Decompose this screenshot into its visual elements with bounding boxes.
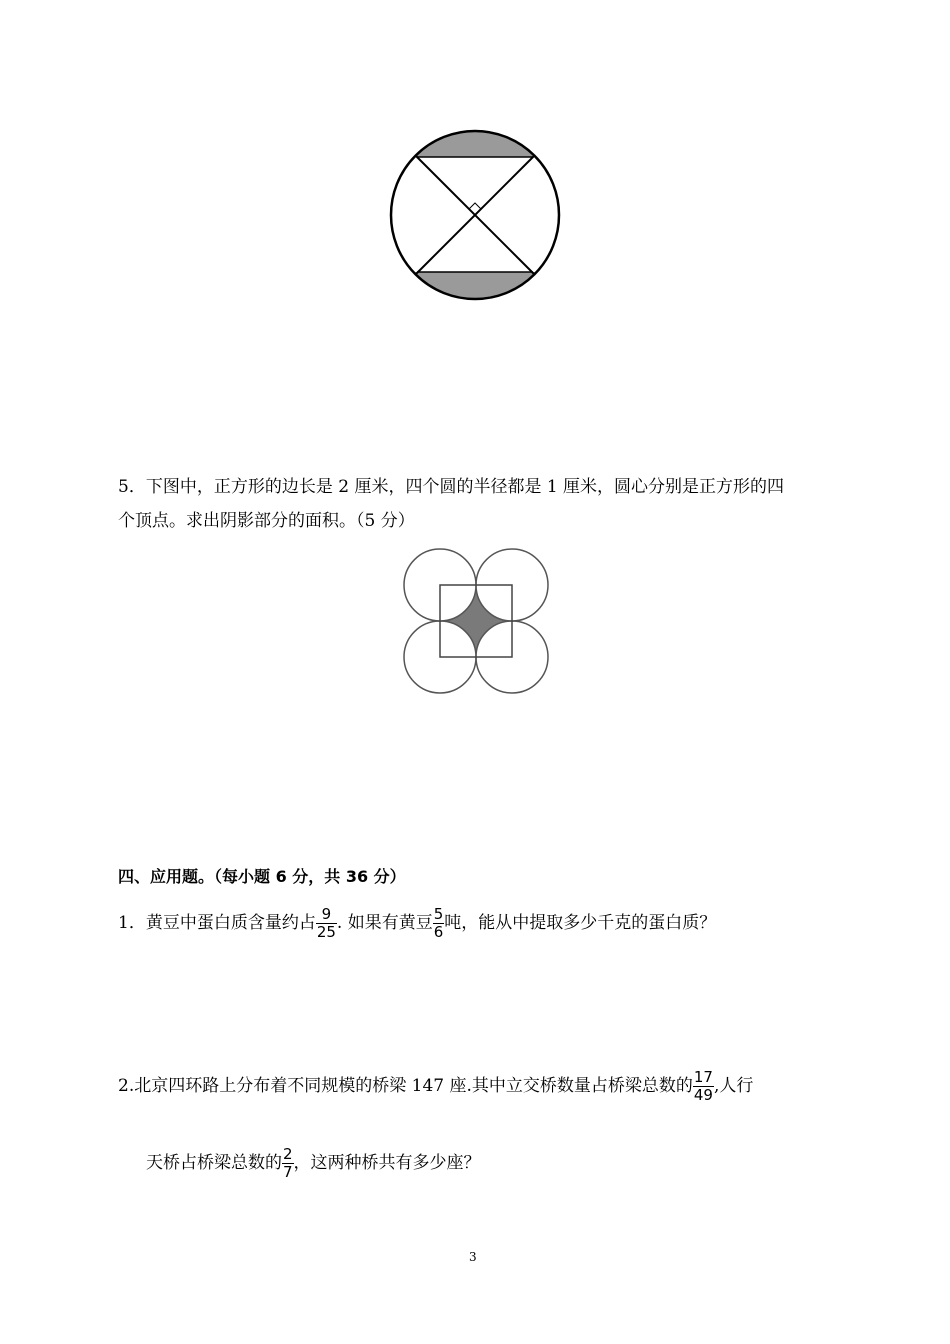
app-question-1 <box>118 903 716 943</box>
app2-line2-suffix: ，这两种桥共有多少座？ <box>293 1153 481 1173</box>
fraction-17-49 <box>693 1069 714 1104</box>
four-circles-square-figure <box>398 543 554 699</box>
app-question-2-line-1 <box>118 1066 753 1106</box>
app1-middle: . 如果有黄豆 <box>336 913 433 933</box>
shaded-segment-top <box>380 120 570 157</box>
shaded-segment-bottom <box>380 272 570 310</box>
fraction-denominator: 25 <box>316 922 336 941</box>
fraction-denominator: 6 <box>433 922 444 941</box>
shaded-star-region <box>440 585 512 657</box>
section-4-title: 四、应用题。（每小题 6 分，共 36 分） <box>118 867 406 886</box>
fraction-numerator: 2 <box>283 1144 293 1163</box>
fraction-numerator: 9 <box>316 906 337 924</box>
fraction-2-7 <box>282 1146 294 1181</box>
fraction-denominator: 49 <box>693 1085 713 1104</box>
app1-prefix: 1．黄豆中蛋白质含量约占 <box>118 913 316 933</box>
app2-line1-suffix: ,人行 <box>713 1076 754 1096</box>
app2-line1-prefix: 2.北京四环路上分布着不同规模的桥梁 147 座.其中立交桥数量占桥梁总数的 <box>118 1076 693 1096</box>
fraction-denominator: 7 <box>283 1162 293 1181</box>
fraction-5-6 <box>433 906 445 941</box>
fraction-numerator: 17 <box>693 1067 713 1086</box>
fraction-9-25 <box>316 906 337 941</box>
right-angle-mark <box>469 203 481 215</box>
app2-line2-prefix: 天桥占桥梁总数的 <box>146 1153 282 1173</box>
app1-suffix: 吨，能从中提取多少千克的蛋白质？ <box>444 913 717 933</box>
fraction-numerator: 5 <box>433 904 444 923</box>
page-number: 3 <box>469 1250 477 1264</box>
app-question-2-line-2 <box>146 1143 481 1183</box>
q5-line-1: 5．下图中，正方形的边长是 2 厘米，四个圆的半径都是 1 厘米，圆心分别是正方形的四 <box>118 477 785 497</box>
circle-segments-figure <box>380 120 570 310</box>
q5-line-2: 个顶点。求出阴影部分的面积。（5 分） <box>118 511 415 531</box>
